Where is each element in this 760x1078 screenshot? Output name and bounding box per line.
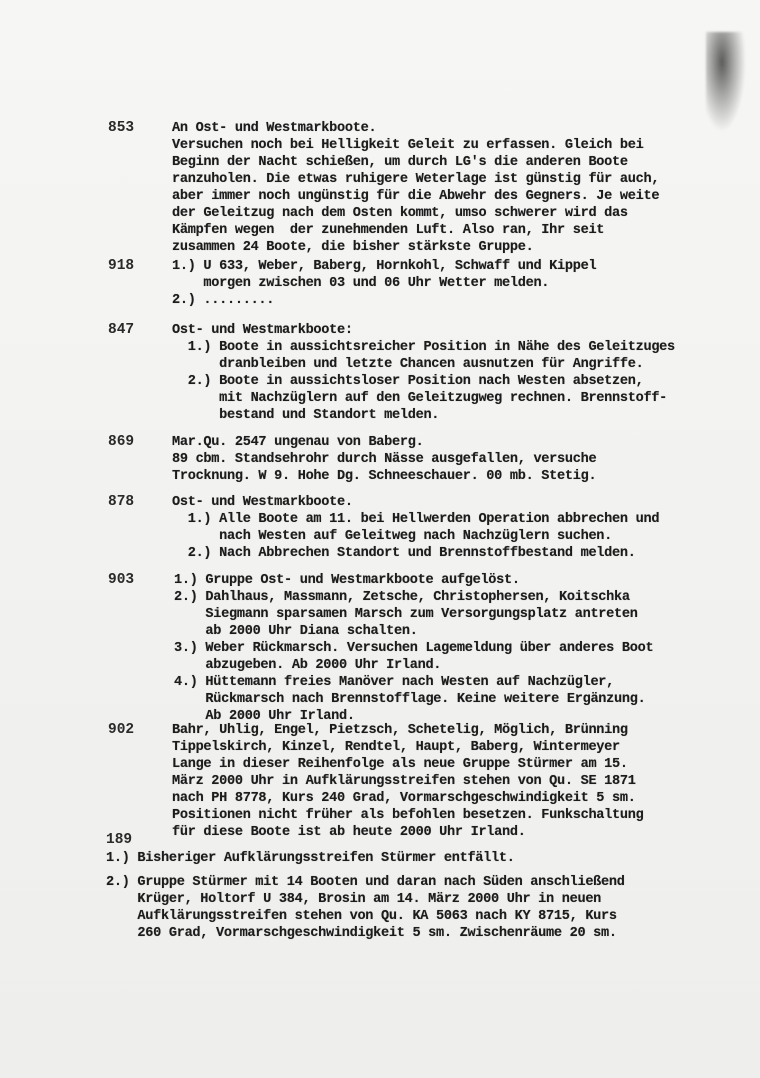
entry-line: Krüger, Holtorf U 384, Brosin am 14. März 2000 Uhr in neuen	[106, 892, 602, 907]
entry-line: 2.) .........	[172, 293, 275, 308]
entry-line: Siegmann sparsamen Marsch zum Versorgungsplatz antreten	[174, 607, 638, 622]
entry-line: Aufklärungsstreifen stehen von Qu. KA 5063 nach KY 8715, Kurs	[106, 909, 617, 924]
entry-line: abzugeben. Ab 2000 Uhr Irland.	[174, 658, 442, 673]
entry-line: für diese Boote ist ab heute 2000 Uhr Irland.	[172, 825, 526, 840]
entry-line: 2.) Boote in aussichtsloser Position nach Westen absetzen,	[172, 374, 644, 389]
entry-number: 847	[108, 322, 135, 338]
entry-line: 1.) Alle Boote am 11. bei Hellwerden Operation abbrechen und	[172, 512, 660, 527]
entry-line: nach PH 8778, Kurs 240 Grad, Vormarschgeschwindigkeit 5 sm.	[172, 791, 636, 806]
entry-line: mit Nachzüglern auf den Geleitzugweg rechnen. Brennstoff-	[172, 391, 668, 406]
entry-line: Positionen nicht früher als befohlen besetzen. Funkschaltung	[172, 808, 644, 823]
entry-line: 2.) Gruppe Stürmer mit 14 Booten und daran nach Süden anschließend	[106, 875, 625, 890]
entry-number: 853	[108, 120, 135, 136]
entry-line: 2.) Dahlhaus, Massmann, Zetsche, Christophersen, Koitschka	[174, 590, 630, 605]
entry-line: 4.) Hüttemann freies Manöver nach Westen auf Nachzügler,	[174, 675, 615, 690]
entry-number: 903	[108, 572, 135, 588]
entry-number: 918	[108, 258, 135, 274]
entry-line: 2.) Nach Abbrechen Standort und Brennstoffbestand melden.	[172, 546, 636, 561]
entry-line: der Geleitzug nach dem Osten kommt, umso schwerer wird das	[172, 206, 628, 221]
entry-line: Bahr, Uhlig, Engel, Pietzsch, Schetelig, Möglich, Brünning	[172, 723, 628, 738]
entry-line: 89 cbm. Standsehrohr durch Nässe ausgefallen, versuche	[172, 452, 597, 467]
entry-line: morgen zwischen 03 und 06 Uhr Wetter melden.	[172, 276, 550, 291]
entry-line: Ost- und Westmarkboote.	[172, 495, 353, 510]
entry-line: 3.) Weber Rückmarsch. Versuchen Lagemeldung über anderes Boot	[174, 641, 654, 656]
entry-line: Rückmarsch nach Brennstofflage. Keine weitere Ergänzung.	[174, 692, 646, 707]
entry-line: aber immer noch ungünstig für die Abwehr des Gegners. Je weite	[172, 189, 660, 204]
entry-line: ab 2000 Uhr Diana schalten.	[174, 624, 418, 639]
entry-line: An Ost- und Westmarkboote.	[172, 121, 377, 136]
entry-line: nach Westen auf Geleitweg nach Nachzüglern suchen.	[172, 529, 613, 544]
entry-line: Ab 2000 Uhr Irland.	[174, 709, 355, 724]
entry-line: Lange in dieser Reihenfolge als neue Gruppe Stürmer am 15.	[172, 757, 628, 772]
entry-number: 878	[108, 494, 135, 510]
entry-line: 1.) Bisheriger Aufklärungsstreifen Stürmer entfällt.	[106, 851, 515, 866]
entry-line: Trocknung. W 9. Hohe Dg. Schneeschauer. 00 mb. Stetig.	[172, 469, 597, 484]
entry-number: 902	[108, 722, 135, 738]
entry-line: zusammen 24 Boote, die bisher stärkste Gruppe.	[172, 240, 534, 255]
entry-line: Mar.Qu. 2547 ungenau von Baberg.	[172, 435, 424, 450]
entry-line: Versuchen noch bei Helligkeit Geleit zu erfassen. Gleich bei	[172, 138, 644, 153]
entry-line: Beginn der Nacht schießen, um durch LG's die anderen Boote	[172, 155, 628, 170]
paper-stain	[706, 32, 746, 132]
entry-number: 189	[106, 832, 133, 848]
entry-line: 1.) U 633, Weber, Baberg, Hornkohl, Schwaff und Kippel	[172, 259, 597, 274]
entry-line: 1.) Gruppe Ost- und Westmarkboote aufgelöst.	[174, 573, 520, 588]
entry-line: 1.) Boote in aussichtsreicher Position in Nähe des Geleitzuges	[172, 340, 675, 355]
entry-line: 260 Grad, Vormarschgeschwindigkeit 5 sm. Zwischenräume 20 sm.	[106, 926, 617, 941]
entry-line: ranzuholen. Die etwas ruhigere Weterlage ist günstig für auch,	[172, 172, 660, 187]
entry-line: Kämpfen wegen der zunehmenden Luft. Also ran, Ihr seit	[172, 223, 605, 238]
entry-line: Tippelskirch, Kinzel, Rendtel, Haupt, Baberg, Wintermeyer	[172, 740, 620, 755]
entry-line: dranbleiben und letzte Chancen ausnutzen für Angriffe.	[172, 357, 644, 372]
entry-line: Ost- und Westmarkboote:	[172, 323, 353, 338]
entry-line: bestand und Standort melden.	[172, 408, 440, 423]
entry-line: März 2000 Uhr in Aufklärungsstreifen stehen von Qu. SE 1871	[172, 774, 636, 789]
entry-number: 869	[108, 434, 135, 450]
